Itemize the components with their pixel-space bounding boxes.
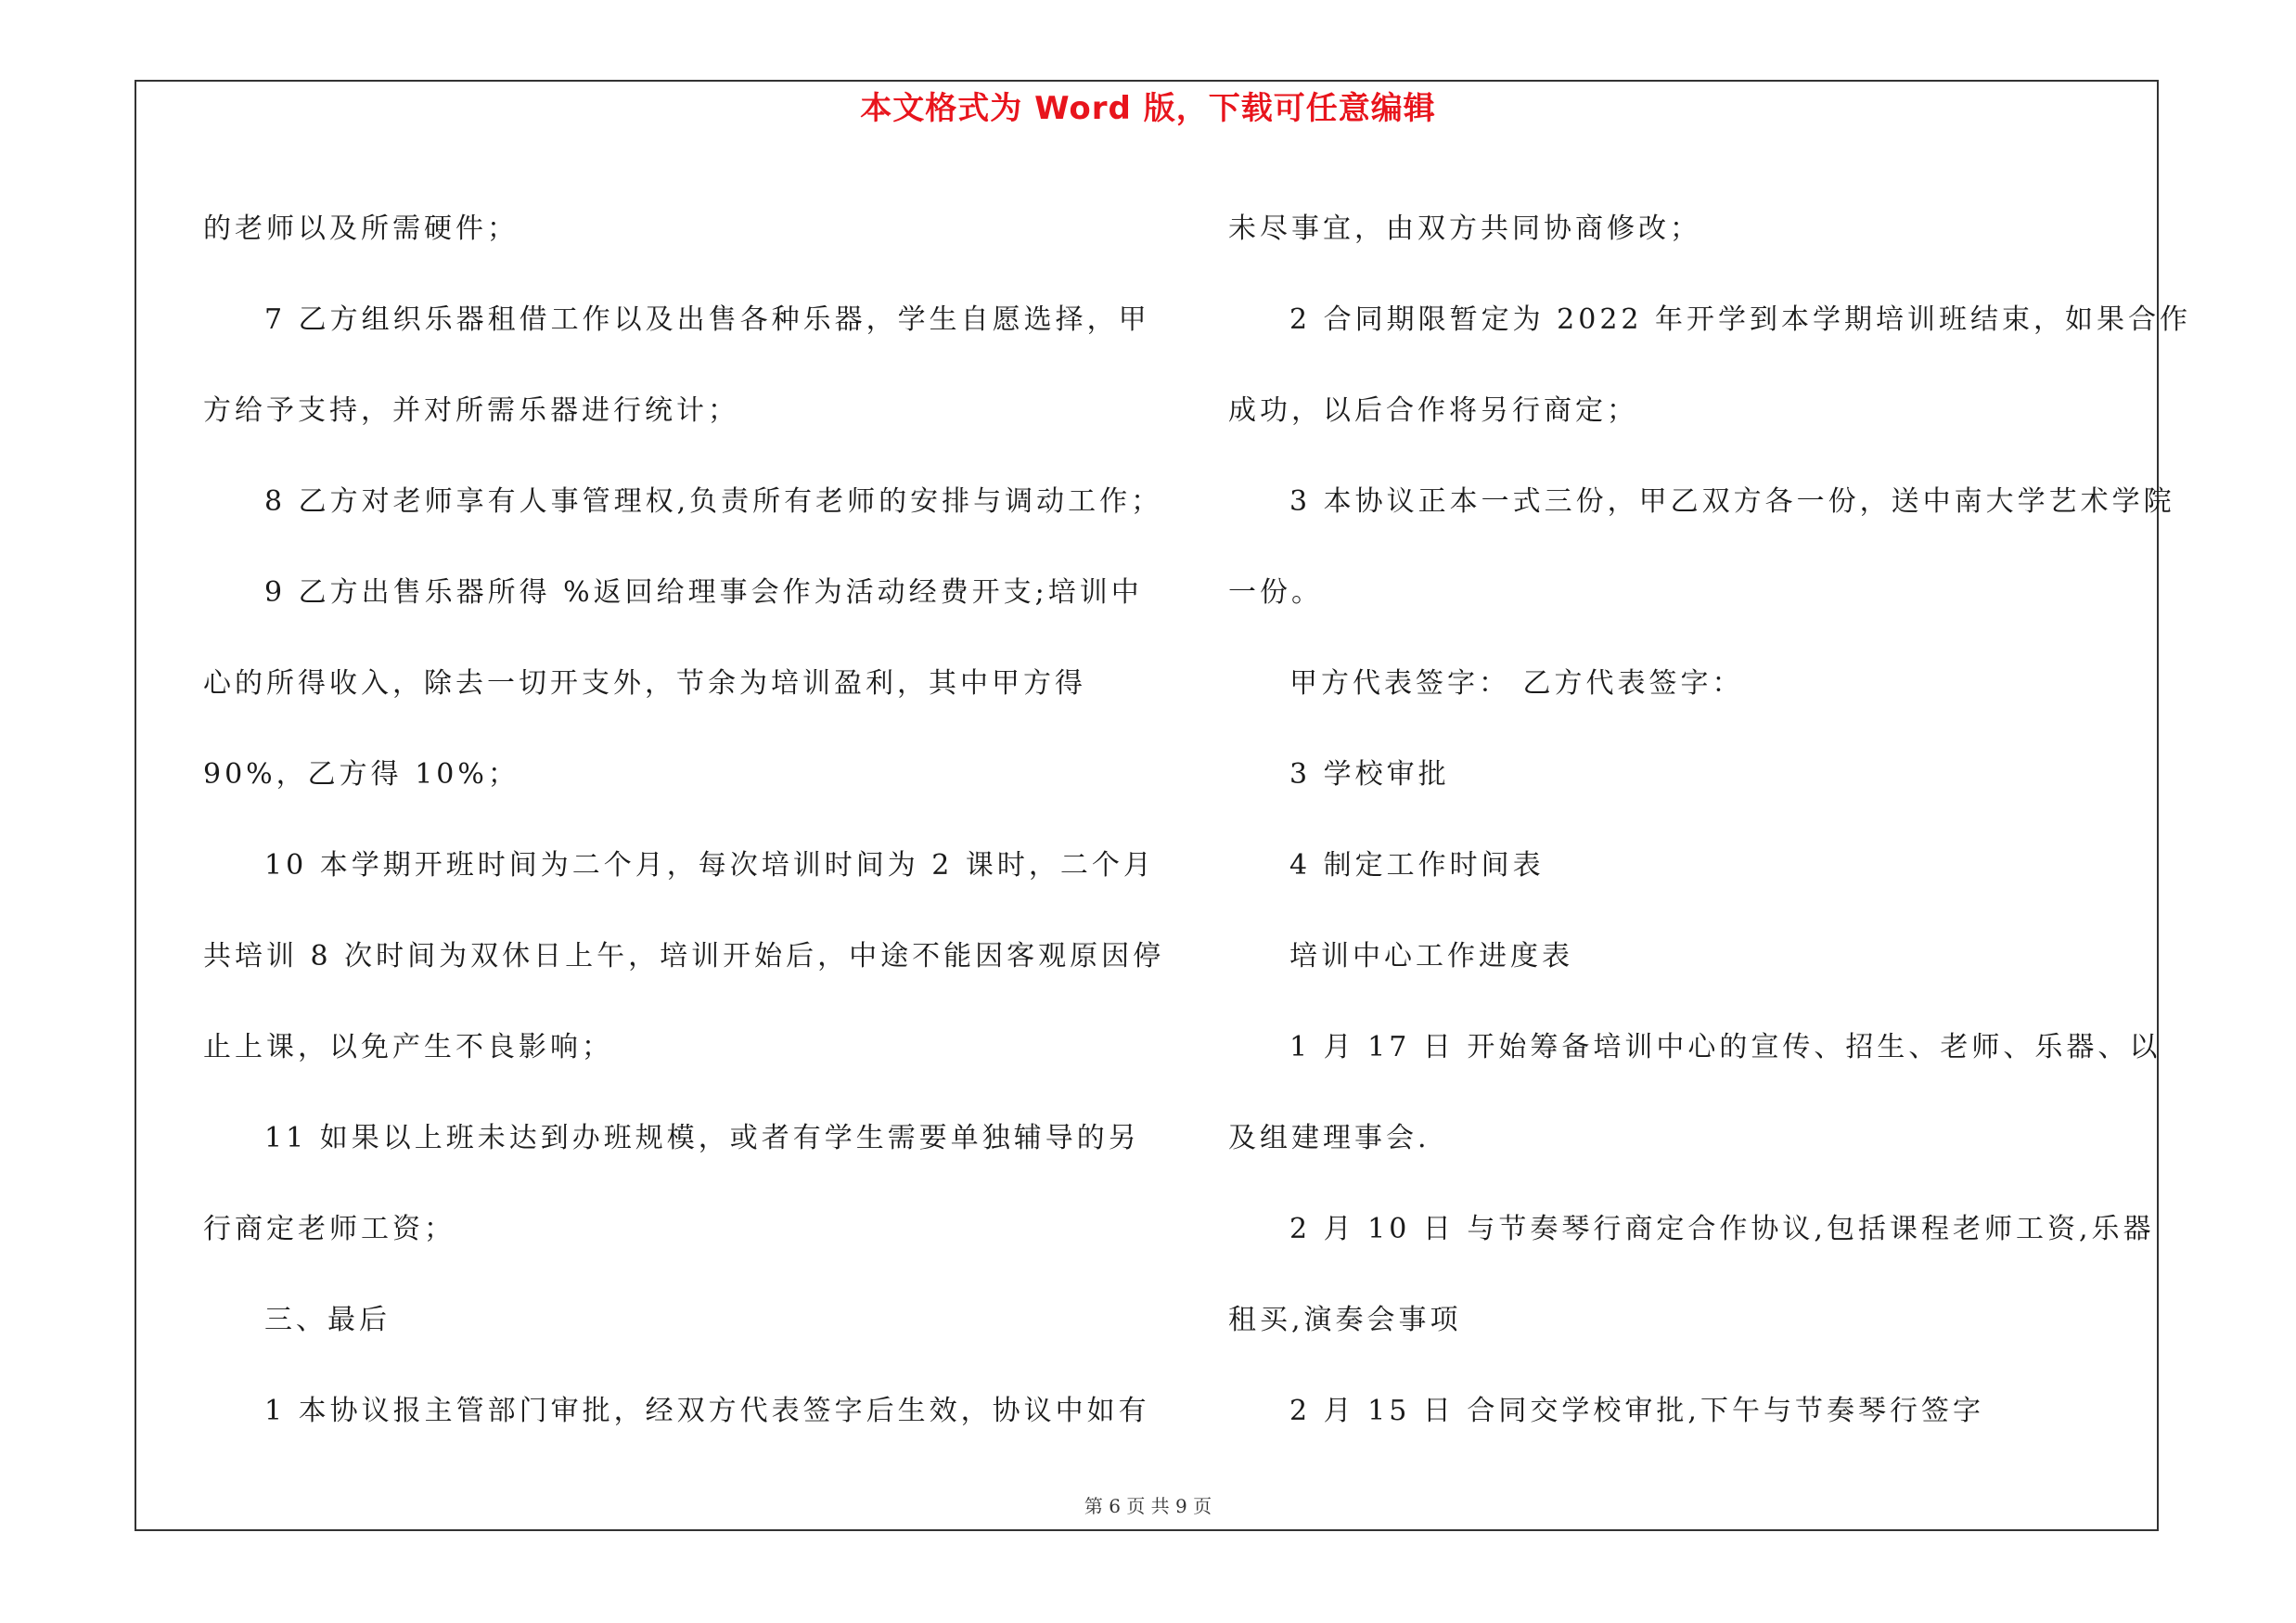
text-line: 9 乙方出售乐器所得 %返回给理事会作为活动经费开支;培训中 bbox=[264, 576, 1143, 609]
text-line: 甲方代表签字： 乙方代表签字： bbox=[1289, 667, 1744, 700]
text-line: 培训中心工作进度表 bbox=[1289, 940, 1573, 973]
text-line: 3 学校审批 bbox=[1289, 758, 1450, 791]
text-line: 2 合同期限暂定为 2022 年开学到本学期培训班结束，如果合作 bbox=[1289, 303, 2192, 336]
text-line: 共培训 8 次时间为双休日上午，培训开始后，中途不能因客观原因停 bbox=[203, 940, 1165, 973]
text-line: 2 月 10 日 与节奏琴行商定合作协议,包括课程老师工资,乐器 bbox=[1289, 1213, 2155, 1245]
text-line: 未尽事宜，由双方共同协商修改； bbox=[1228, 213, 1701, 245]
left-column bbox=[203, 184, 1165, 1457]
page-number-footer: 第 6 页 共 9 页 bbox=[1084, 1495, 1212, 1517]
text-line: 行商定老师工资； bbox=[203, 1213, 455, 1245]
text-line: 1 月 17 日 开始筹备培训中心的宣传、招生、老师、乐器、以 bbox=[1289, 1031, 2161, 1063]
text-line: 方给予支持，并对所需乐器进行统计； bbox=[203, 394, 739, 427]
text-line: 90%，乙方得 10%； bbox=[203, 758, 519, 791]
text-line: 8 乙方对老师享有人事管理权,负责所有老师的安排与调动工作； bbox=[264, 485, 1163, 518]
text-line: 2 月 15 日 合同交学校审批,下午与节奏琴行签字 bbox=[1289, 1395, 1984, 1427]
text-line: 1 本协议报主管部门审批，经双方代表签字后生效，协议中如有 bbox=[264, 1395, 1150, 1427]
text-line: 一份。 bbox=[1228, 576, 1323, 609]
text-line: 11 如果以上班未达到办班规模，或者有学生需要单独辅导的另 bbox=[264, 1122, 1140, 1154]
text-line: 止上课，以免产生不良影响； bbox=[203, 1031, 613, 1063]
text-line: 3 本协议正本一式三份，甲乙双方各一份，送中南大学艺术学院 bbox=[1289, 485, 2175, 518]
word-format-banner: 本文格式为 Word 版，下载可任意编辑 bbox=[860, 90, 1436, 127]
text-line: 4 制定工作时间表 bbox=[1289, 849, 1545, 882]
text-line: 三、最后 bbox=[264, 1304, 391, 1336]
text-line: 10 本学期开班时间为二个月，每次培训时间为 2 课时，二个月 bbox=[264, 849, 1155, 882]
text-line: 7 乙方组织乐器租借工作以及出售各种乐器，学生自愿选择，甲 bbox=[264, 303, 1150, 336]
text-line: 心的所得收入，除去一切开支外，节余为培训盈利，其中甲方得 bbox=[203, 667, 1086, 700]
text-line: 成功，以后合作将另行商定； bbox=[1228, 394, 1638, 427]
text-line: 租买,演奏会事项 bbox=[1228, 1304, 1462, 1336]
text-line: 的老师以及所需硬件； bbox=[203, 213, 519, 245]
text-line: 及组建理事会. bbox=[1228, 1122, 1430, 1154]
right-column bbox=[1228, 184, 2192, 1457]
